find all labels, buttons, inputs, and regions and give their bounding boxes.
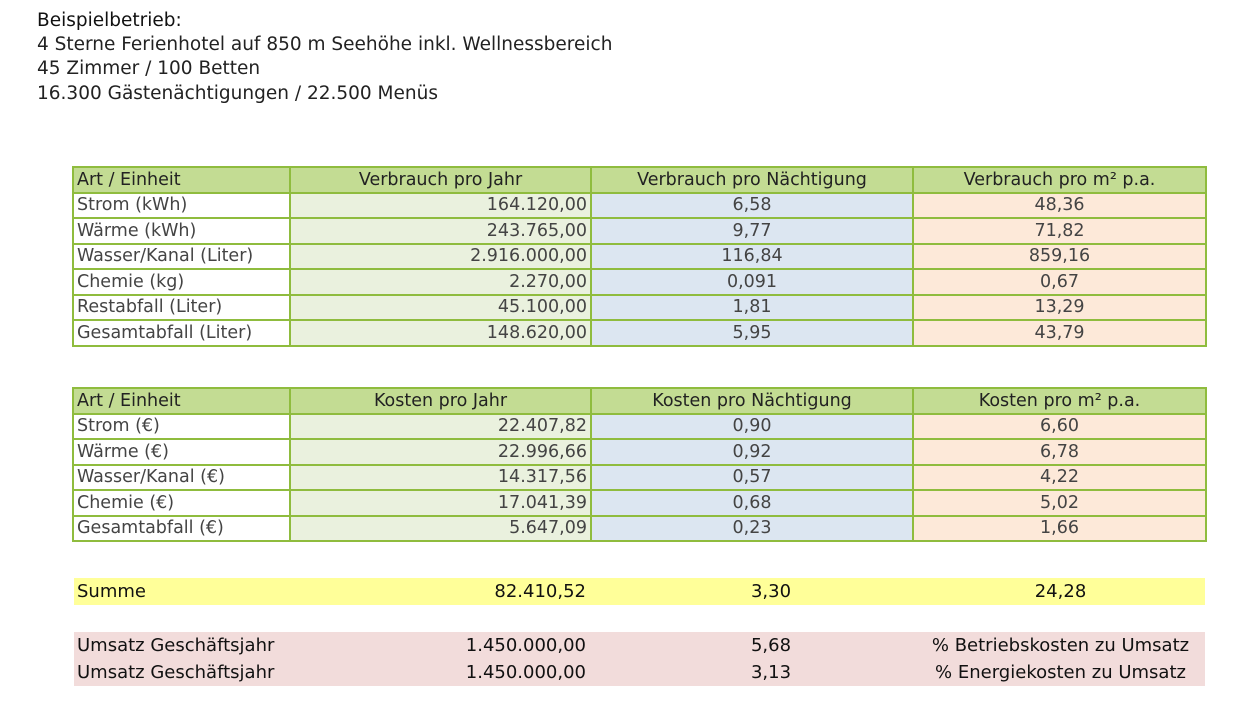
summe-per-m2: 24,28 xyxy=(1034,581,1087,602)
table-cell: 14.317,56 xyxy=(290,465,591,491)
column-header: Kosten pro m² p.a. xyxy=(913,388,1206,414)
table-cell: 48,36 xyxy=(913,193,1206,219)
row-label: Chemie (kg) xyxy=(73,269,290,295)
column-header: Kosten pro Jahr xyxy=(290,388,591,414)
umsatz-percent: 5,68 xyxy=(750,635,792,656)
table-cell: 22.996,66 xyxy=(290,439,591,465)
umsatz-row xyxy=(74,632,1205,659)
table-cell: 148.620,00 xyxy=(290,320,591,346)
table-cell: 2.270,00 xyxy=(290,269,591,295)
table-cell: 243.765,00 xyxy=(290,218,591,244)
table-cell: 6,58 xyxy=(591,193,913,219)
column-header: Verbrauch pro Nächtigung xyxy=(591,167,913,193)
row-label: Wärme (€) xyxy=(73,439,290,465)
umsatz-value: 1.450.000,00 xyxy=(465,635,586,656)
table-row xyxy=(73,465,1206,491)
row-label: Gesamtabfall (€) xyxy=(73,516,290,542)
table-cell: 164.120,00 xyxy=(290,193,591,219)
table-row xyxy=(73,244,1206,270)
table-cell: 0,57 xyxy=(591,465,913,491)
column-header: Art / Einheit xyxy=(73,167,290,193)
table-cell: 0,68 xyxy=(591,490,913,516)
table-cell: 116,84 xyxy=(591,244,913,270)
row-label: Strom (€) xyxy=(73,414,290,440)
column-header: Art / Einheit xyxy=(73,388,290,414)
table-cell: 0,92 xyxy=(591,439,913,465)
table-cell: 5,02 xyxy=(913,490,1206,516)
table-cell: 13,29 xyxy=(913,295,1206,321)
umsatz-percent: 3,13 xyxy=(750,662,792,683)
row-label: Strom (kWh) xyxy=(73,193,290,219)
table-cell: 9,77 xyxy=(591,218,913,244)
table-cell: 0,90 xyxy=(591,414,913,440)
table-cell: 1,81 xyxy=(591,295,913,321)
summe-row xyxy=(74,578,1205,605)
umsatz-label: Umsatz Geschäftsjahr xyxy=(77,635,275,656)
column-header: Verbrauch pro m² p.a. xyxy=(913,167,1206,193)
table-row xyxy=(73,516,1206,542)
summe-per-year: 82.410,52 xyxy=(494,581,586,602)
table-row xyxy=(73,490,1206,516)
row-label: Wasser/Kanal (Liter) xyxy=(73,244,290,270)
table-cell: 45.100,00 xyxy=(290,295,591,321)
table-cell: 5.647,09 xyxy=(290,516,591,542)
table-cell: 71,82 xyxy=(913,218,1206,244)
umsatz-block xyxy=(74,632,1205,686)
table-cell: 2.916.000,00 xyxy=(290,244,591,270)
intro-hotel-description: 4 Sterne Ferienhotel auf 850 m Seehöhe inkl. Wellnessbereich xyxy=(37,34,613,56)
summe-per-night: 3,30 xyxy=(750,581,792,602)
summe-label: Summe xyxy=(77,581,146,602)
row-label: Chemie (€) xyxy=(73,490,290,516)
table-cell: 1,66 xyxy=(913,516,1206,542)
table-cell: 43,79 xyxy=(913,320,1206,346)
table-cell: 6,60 xyxy=(913,414,1206,440)
row-label: Wasser/Kanal (€) xyxy=(73,465,290,491)
umsatz-note: % Betriebskosten zu Umsatz xyxy=(931,635,1190,656)
table-header-row xyxy=(73,167,1206,193)
umsatz-value: 1.450.000,00 xyxy=(465,662,586,683)
consumption-table xyxy=(72,166,1207,347)
table-row xyxy=(73,320,1206,346)
intro-block xyxy=(37,9,612,106)
table-row xyxy=(73,414,1206,440)
umsatz-label: Umsatz Geschäftsjahr xyxy=(77,662,275,683)
row-label: Wärme (kWh) xyxy=(73,218,290,244)
table-cell: 4,22 xyxy=(913,465,1206,491)
row-label: Restabfall (Liter) xyxy=(73,295,290,321)
table-row xyxy=(73,439,1206,465)
row-label: Gesamtabfall (Liter) xyxy=(73,320,290,346)
table-cell: 859,16 xyxy=(913,244,1206,270)
table-cell: 0,23 xyxy=(591,516,913,542)
intro-nights-menus: 16.300 Gästenächtigungen / 22.500 Menüs xyxy=(37,82,438,104)
table-cell: 22.407,82 xyxy=(290,414,591,440)
intro-heading: Beispielbetrieb: xyxy=(37,10,182,31)
table-cell: 0,67 xyxy=(913,269,1206,295)
costs-table xyxy=(72,387,1207,542)
umsatz-row xyxy=(74,659,1205,686)
table-row xyxy=(73,193,1206,219)
table-header-row xyxy=(73,388,1206,414)
table-row xyxy=(73,295,1206,321)
table-cell: 0,091 xyxy=(591,269,913,295)
table-row xyxy=(73,218,1206,244)
intro-rooms-beds: 45 Zimmer / 100 Betten xyxy=(37,58,261,80)
umsatz-note: % Energiekosten zu Umsatz xyxy=(935,662,1186,683)
column-header: Kosten pro Nächtigung xyxy=(591,388,913,414)
table-row xyxy=(73,269,1206,295)
table-cell: 6,78 xyxy=(913,439,1206,465)
table-cell: 17.041,39 xyxy=(290,490,591,516)
column-header: Verbrauch pro Jahr xyxy=(290,167,591,193)
table-cell: 5,95 xyxy=(591,320,913,346)
